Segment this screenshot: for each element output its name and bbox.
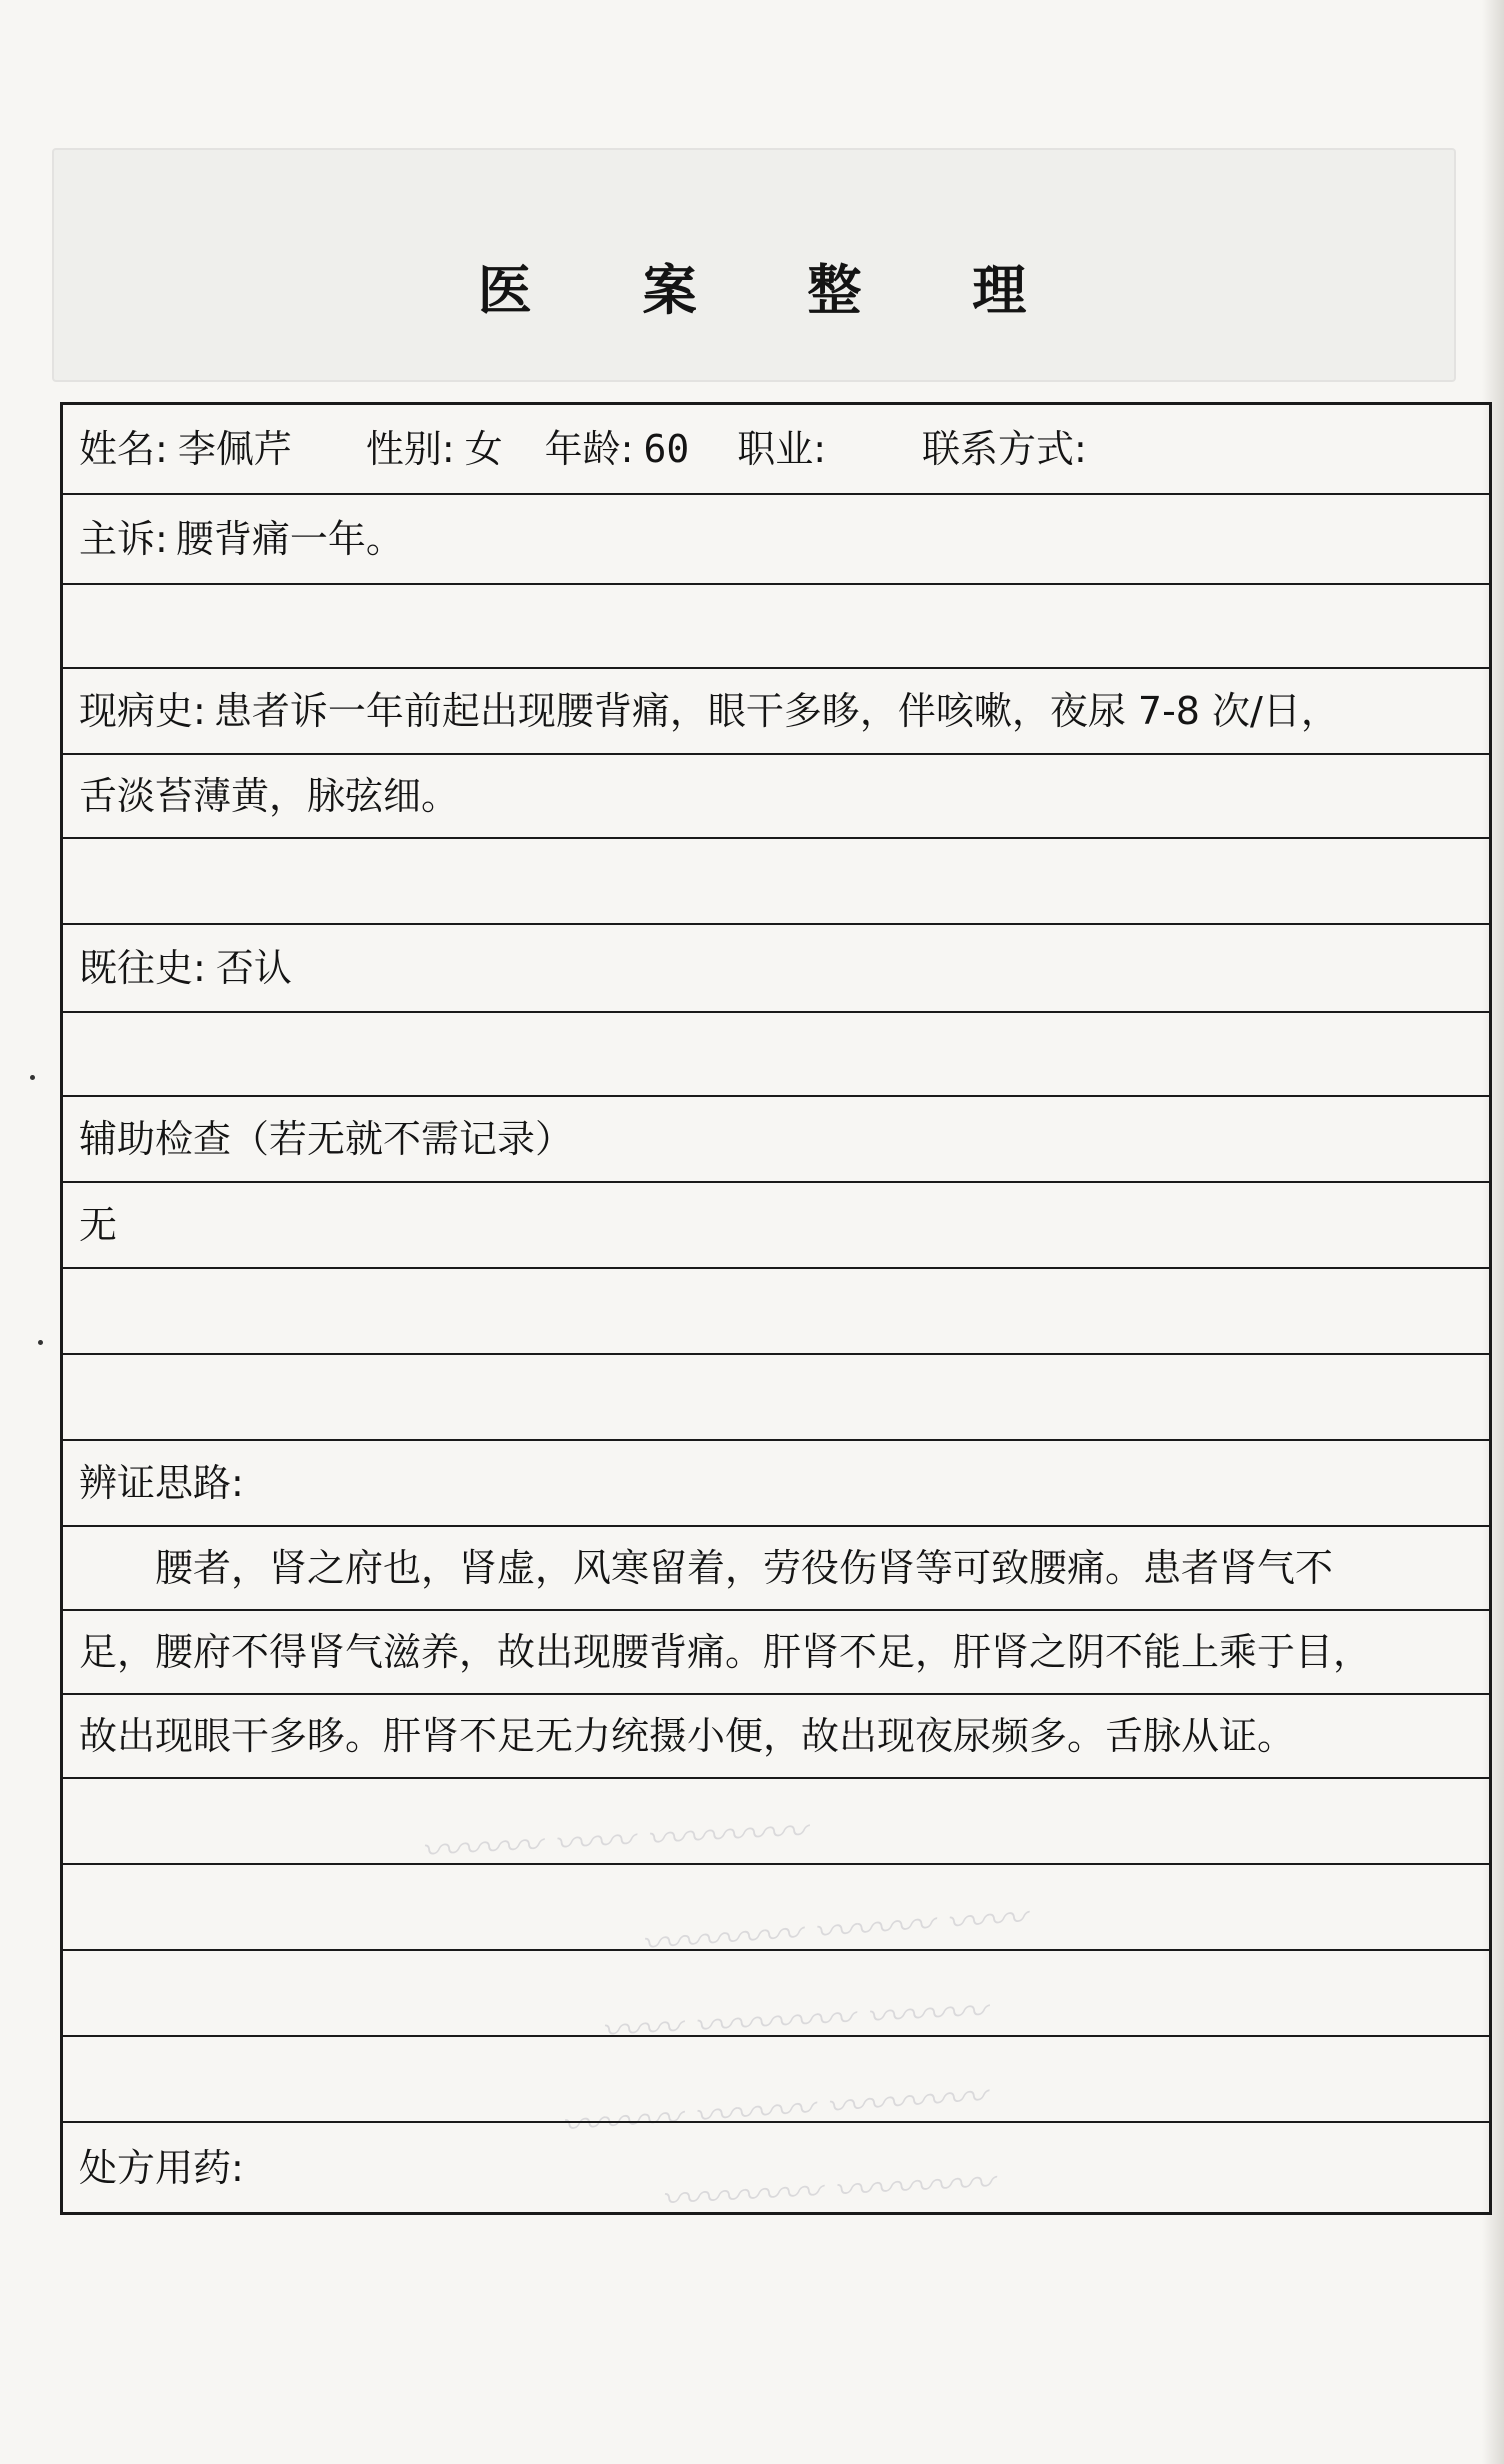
differentiation-line3: 故出现眼干多眵。肝肾不足无力统摄小便，故出现夜尿频多。舌脉从证。 xyxy=(79,1714,1296,1758)
differentiation-line2-row xyxy=(63,1611,1489,1695)
blank-row xyxy=(63,2037,1489,2123)
differentiation-line2: 足，腰府不得肾气滋养，故出现腰背痛。肝肾不足，肝肾之阴不能上乘于目， xyxy=(79,1630,1372,1674)
patient-info-row xyxy=(63,405,1489,495)
margin-dot xyxy=(38,1340,43,1345)
differentiation-line3-row xyxy=(63,1695,1489,1779)
bleed-through-scribble: 〰〰〰 〰〰 〰〰〰〰 xyxy=(419,1808,807,1876)
blank-row xyxy=(63,1013,1489,1097)
prescription-label: 处方用药: xyxy=(79,2145,244,2190)
differentiation-line1-row xyxy=(63,1527,1489,1611)
past-history-label: 既往史: xyxy=(79,946,206,990)
bleed-through-scribble: 〰〰 〰〰〰〰 〰〰〰 xyxy=(599,1988,987,2056)
sex-label: 性别: xyxy=(365,427,455,471)
present-illness-label: 现病史: xyxy=(79,689,206,733)
age-value: 60 xyxy=(643,427,690,471)
differentiation-line1: 腰者，肾之府也，肾虚，风寒留着，劳役伤肾等可致腰痛。患者肾气不 xyxy=(155,1546,1334,1590)
chief-complaint-row xyxy=(63,495,1489,585)
past-history-row xyxy=(63,925,1489,1013)
sex-value: 女 xyxy=(464,427,503,471)
bleed-through-scribble: 〰〰〰〰 〰〰〰 〰〰 xyxy=(639,1895,1027,1969)
bleed-through-scribble: 〰〰〰 〰〰〰 〰〰〰〰 xyxy=(559,2074,987,2150)
blank-row xyxy=(63,1355,1489,1441)
blank-row xyxy=(63,585,1489,669)
present-illness-line2: 舌淡苔薄黄，脉弦细。 xyxy=(79,774,460,818)
name-value: 李佩芹 xyxy=(177,427,292,471)
name-label: 姓名: xyxy=(79,427,168,471)
blank-row xyxy=(63,1269,1489,1355)
blank-row xyxy=(63,839,1489,925)
blank-row xyxy=(63,1779,1489,1865)
present-illness-line1: 患者诉一年前起出现腰背痛，眼干多眵，伴咳嗽，夜尿 7-8 次/日， xyxy=(213,689,1339,733)
contact-label: 联系方式: xyxy=(922,427,1087,471)
auxiliary-exam-label: 辅助检查（若无就不需记录） xyxy=(79,1117,574,1161)
auxiliary-exam-row xyxy=(63,1097,1489,1183)
page-title: 医 案 整 理 xyxy=(477,259,1073,322)
occupation-label: 职业: xyxy=(737,427,827,471)
age-label: 年龄: xyxy=(544,427,634,471)
auxiliary-exam-value-row xyxy=(63,1183,1489,1269)
blank-row xyxy=(63,1951,1489,2037)
differentiation-label-row xyxy=(63,1441,1489,1527)
present-illness-row xyxy=(63,669,1489,755)
margin-dot xyxy=(30,1075,35,1080)
past-history-value: 否认 xyxy=(215,946,292,990)
present-illness-continuation-row xyxy=(63,755,1489,839)
blank-row xyxy=(63,1865,1489,1951)
auxiliary-exam-value: 无 xyxy=(79,1203,118,1247)
bleed-through-scribble: 〰〰〰〰 〰〰〰〰 xyxy=(659,2160,994,2224)
chief-complaint-value: 腰背痛一年。 xyxy=(175,517,404,561)
differentiation-label: 辨证思路: xyxy=(79,1461,244,1505)
medical-record-form xyxy=(60,402,1492,2215)
chief-complaint-label: 主诉: xyxy=(79,517,168,561)
prescription-row xyxy=(63,2123,1489,2215)
